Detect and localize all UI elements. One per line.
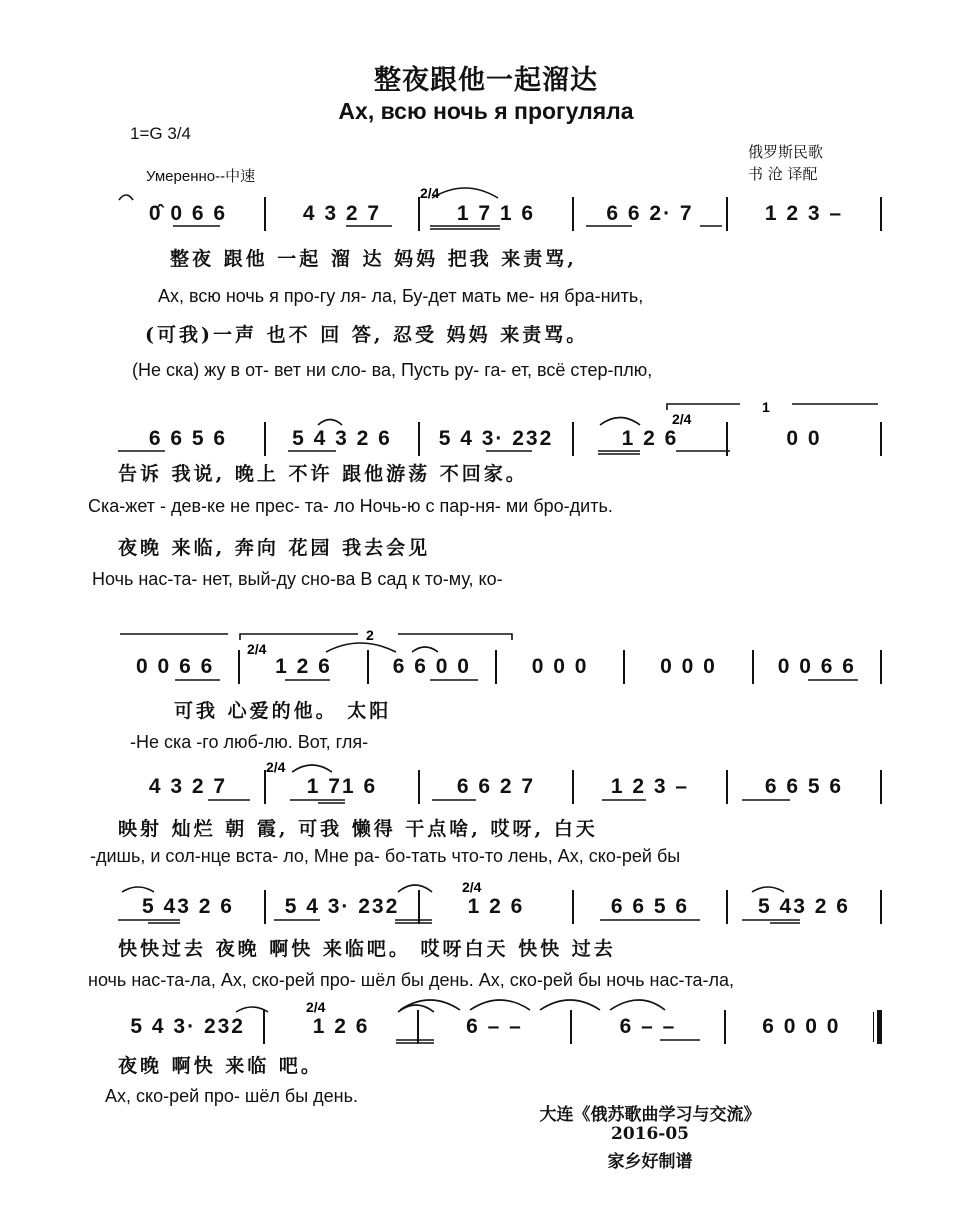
measure: 1 2 6 (312, 1015, 370, 1038)
measure: 5 4 3· 232 (284, 895, 400, 918)
notation-row-4 (112, 768, 882, 806)
lyric-line: ночь нас-та-ла, Ах, ско-рей про- шёл бы день. Ах, ско-рей бы ночь нас-та-ла, (88, 970, 735, 990)
lyric-line: 告诉 我说, 晚上 不许 跟他游荡 不回家。 (118, 463, 528, 485)
lyric-line: (Не ска) жу в от- вет ни сло- ва, Пусть ру- га- ет, всё стер-плю, (132, 360, 653, 380)
volta-bracket (240, 634, 358, 640)
measure: 6 6 5 6 (148, 427, 228, 450)
measure: 5 4 3· 232 (438, 427, 554, 450)
time-signature-change: 2/4 (462, 879, 482, 895)
volta-bracket (667, 404, 740, 410)
measure: 6 – – (466, 1015, 523, 1038)
lyric-line: Ска-жет - дев-ке не прес- та- ло Ночь-ю с пар-ня- ми бро-дить. (88, 496, 613, 516)
lyric-line: (可我)一声 也不 回 答, 忍受 妈妈 来责骂。 (145, 324, 589, 346)
time-signature-change: 2/4 (672, 411, 692, 427)
title-russian: Ах, всю ночь я прогуляла (338, 98, 634, 124)
measure: 1 7 1 6 (456, 202, 536, 225)
barline (880, 197, 882, 231)
lyric-line: -дишь, и сол-нце вста- ло, Мне ра- бо-тать что-то лень, Ах, ско-рей бы (90, 846, 681, 866)
measure: 1 2 3 – (764, 202, 844, 225)
notation-row-3 (112, 648, 882, 686)
measure: 1 2 6 (621, 427, 679, 450)
lyric-line: 快快过去 夜晚 啊快 来临吧。 哎呀白天 快快 过去 (118, 938, 616, 960)
lyric-line: -Не ска -го люб-лю. Вот, гля- (130, 732, 369, 752)
time-signature-change: 2/4 (247, 641, 267, 657)
measure: 6 0 0 0 (762, 1015, 841, 1038)
notation-row-6 (112, 1008, 882, 1046)
volta-bracket (398, 634, 512, 640)
measure: 1 2 6 (467, 895, 525, 918)
measure: 5 43 2 6 (142, 895, 234, 918)
volta-number-1: 1 (762, 399, 770, 415)
measure: 0 0 0 (531, 655, 589, 678)
measure: 1 2 6 (275, 655, 332, 678)
measure: 6 – – (619, 1015, 677, 1038)
time-signature-change: 2/4 (266, 759, 286, 775)
lyric-line: 映射 灿烂 朝 霞, 可我 懒得 干点啥, 哎呀, 白天 (118, 818, 598, 840)
measure: 0̂ 0 6 6 (148, 202, 228, 225)
notation-row-1 (112, 195, 882, 233)
measure: 4 3 2 7 (148, 775, 228, 798)
measure: 6 6 2 7 (456, 775, 536, 798)
lyric-line: 可我 心爱的他。 太阳 (174, 700, 392, 722)
lyric-line: Ах, всю ночь я про-гу ля- ла, Бу-дет мать ме- ня бра-нить, (158, 286, 644, 306)
measure: 1 2 3 – (610, 775, 690, 798)
lyric-line: 夜晚 来临, 奔向 花园 我去会见 (118, 537, 431, 559)
measure: 0 0 (786, 427, 822, 450)
title-chinese: 整夜跟他一起溜达 (374, 65, 598, 96)
time-signature-change: 2/4 (306, 999, 326, 1015)
barline (880, 770, 882, 804)
notation-row-2 (112, 420, 882, 458)
lyric-line: Ах, ско-рей про- шёл бы день. (105, 1086, 358, 1106)
credit-origin: 俄罗斯民歌 (748, 143, 824, 161)
credit-translator: 书 沧 译配 (748, 165, 818, 183)
footer-date: 2016-05 (610, 1124, 690, 1144)
measure: 0 0 6 6 (777, 655, 856, 678)
lyric-line: Ночь нас-та- нет, вый-ду сно-ва В сад к то-му, ко- (92, 569, 503, 589)
key-signature: 1=G 3/4 (130, 124, 191, 143)
footer-maker: 家乡好制谱 (607, 1152, 693, 1172)
measure: 5 43 2 6 (758, 895, 850, 918)
measure: 5 4 3 2 6 (292, 427, 392, 450)
measure: 0 0 6 6 (136, 655, 215, 678)
lyric-line: 夜晚 啊快 来临 吧。 (118, 1055, 323, 1077)
tempo-marking: Умеренно--中速 (146, 168, 256, 185)
barline (880, 890, 882, 924)
measure: 6 6 0 0 (392, 655, 471, 678)
measure: 5 4 3· 232 (130, 1015, 245, 1038)
measure: 0 0 0 (660, 655, 717, 678)
notation-row-5 (112, 888, 882, 926)
barline (880, 650, 882, 684)
barline (880, 422, 882, 456)
measure: 1 71 6 (306, 775, 378, 798)
final-barline (877, 1010, 882, 1044)
volta-number-2: 2 (366, 627, 374, 643)
time-signature-change: 2/4 (420, 185, 440, 201)
measure: 6 6 2· 7 (606, 202, 694, 225)
measure: 6 6 5 6 (610, 895, 690, 918)
measure: 6 6 5 6 (764, 775, 844, 798)
measure: 4 3 2 7 (302, 202, 382, 225)
footer-source: 大连《俄苏歌曲学习与交流》 (539, 1105, 761, 1125)
lyric-line: 整夜 跟他 一起 溜 达 妈妈 把我 来责骂, (170, 248, 577, 270)
